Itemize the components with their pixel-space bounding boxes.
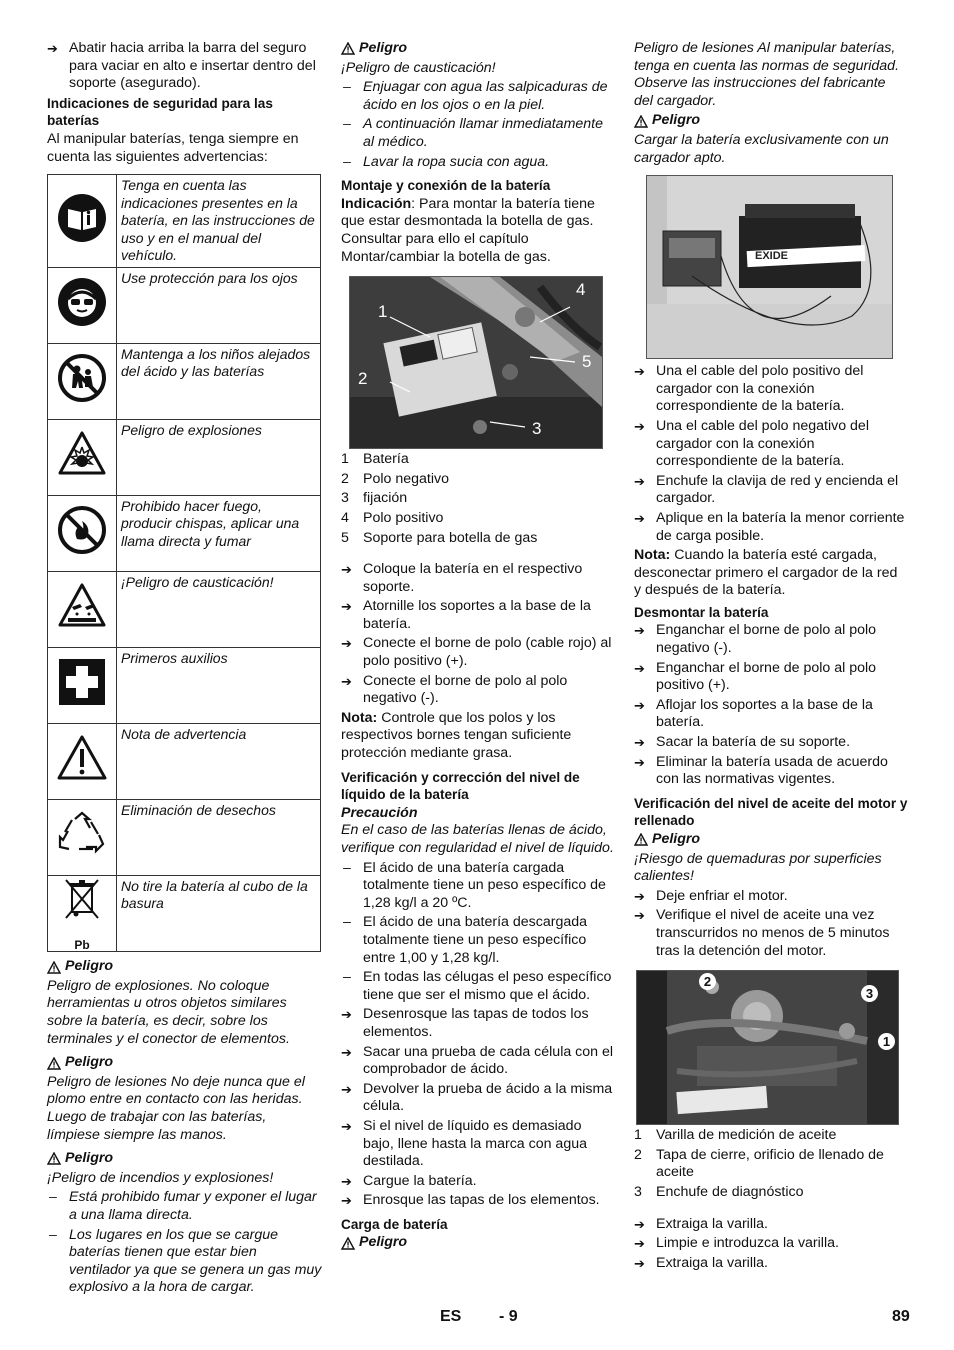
photo-label: 1 [878, 1033, 895, 1050]
list-item: – El ácido de una batería cargada totalmente tiene un peso específico de 1,28 kg/l a 20 ºC. [341, 860, 614, 913]
mount-note [341, 196, 614, 266]
safety-intro: Al manipular baterías, tenga siempre en cuenta las siguientes advertencias: [47, 130, 299, 165]
legend-item: 4 Polo positivo [341, 509, 444, 526]
corrosive-icon [48, 571, 117, 647]
danger-heading [634, 831, 908, 849]
note-label: Nota: [634, 547, 671, 564]
step: ➔ Limpie e introduzca la varilla. [634, 1235, 908, 1253]
list-item: – Lavar la ropa sucia con agua. [341, 154, 614, 172]
danger-title: Peligro [65, 1054, 114, 1071]
list-item: – En todas las célugas el peso específico tiene que ser el mismo que el ácido. [341, 969, 614, 1004]
danger-heading [634, 112, 908, 130]
danger-heading [47, 1150, 322, 1168]
legend-item: 3 fijación [341, 490, 408, 507]
note-label: Indicación [341, 195, 412, 212]
warning-triangle-icon [47, 1057, 61, 1070]
symbol-text: Primeros auxilios [117, 647, 321, 723]
symbol-text: ¡Peligro de causticación! [117, 571, 321, 647]
symbol-row [48, 175, 321, 268]
legend-item: 2 Polo negativo [341, 470, 449, 487]
step: ➔ Sacar una prueba de cada célula con el comprobador de ácido. [341, 1044, 614, 1079]
note-text: : Para montar la batería tiene que estar desmontada la botella de gas. Consultar para ello el capítulo Montar/cambiar la botella de gas. [341, 195, 595, 265]
danger-heading [47, 958, 322, 976]
photo-label: 3 [532, 419, 542, 439]
battery-photo [349, 276, 603, 449]
column-1 [47, 40, 322, 1299]
symbol-text: Tenga en cuenta las indicaciones presentes en la batería, en las instrucciones de uso y en el manual del vehículo. [117, 175, 321, 268]
caution-text: En el caso de las baterías llenas de ácido, verifique con regularidad el nivel de líquido. [341, 822, 614, 856]
danger-text: Peligro de lesiones No deje nunca que el plomo entre en contacto con las heridas. Luego de trabajar con las baterías, límpiese siempre las manos. [47, 1073, 305, 1143]
eye-protection-icon [48, 267, 117, 343]
section-heading: Verificación del nivel de aceite del motor y rellenado [634, 795, 908, 829]
legend-item: 2 Tapa de cierre, orificio de llenado de aceite [634, 1146, 884, 1181]
charger-photo [646, 175, 893, 359]
column-2 [341, 40, 614, 1254]
footer-language: ES [440, 1308, 462, 1325]
safety-heading: Indicaciones de seguridad para las baterías [47, 95, 273, 129]
step: ➔ Devolver la prueba de ácido a la misma célula. [341, 1081, 614, 1116]
section-heading: Carga de batería [341, 1216, 448, 1232]
symbol-row [48, 799, 321, 875]
danger-title: Peligro [359, 1234, 408, 1251]
legend-item: 3 Enchufe de diagnóstico [634, 1183, 804, 1200]
danger-text: Cargar la batería exclusivamente con un cargador apto. [634, 131, 889, 166]
step: ➔ Extraiga la varilla. [634, 1216, 908, 1234]
step: ➔ Eliminar la batería usada de acuerdo con las normativas vigentes. [634, 754, 908, 789]
charge-warning-text: Peligro de lesiones Al manipular baterías, tenga en cuenta las normas de seguridad. Observe las instrucciones del fabricante del cargador. [634, 40, 900, 109]
symbol-row [48, 267, 321, 343]
note-text: Cuando la batería esté cargada, desconectar primero el cargador de la red y después de la batería. [634, 547, 898, 599]
symbol-row [48, 723, 321, 799]
warning-triangle-icon [47, 961, 61, 974]
section-heading: Verificación y corrección del nivel de líquido de la batería [341, 769, 580, 803]
keep-children-away-icon [48, 343, 117, 419]
step: ➔ Conecte el borne de polo al polo negativo (-). [341, 673, 614, 708]
symbol-text: Nota de advertencia [117, 723, 321, 799]
photo-label: 2 [358, 369, 368, 389]
warning-triangle-icon [634, 115, 648, 128]
step: ➔ Atornille los soportes a la base de la batería. [341, 598, 614, 633]
grease-note [341, 710, 614, 763]
note-text: Controle que los polos y los respectivos bornes tengan suficiente protección mediante grasa. [341, 709, 572, 762]
note-label: Nota: [341, 709, 378, 726]
photo-label: 3 [861, 985, 878, 1002]
step: ➔ Una el cable del polo negativo del cargador con la conexión correspondiente de la batería. [634, 418, 908, 471]
symbol-text: Peligro de explosiones [117, 419, 321, 495]
warning-triangle-icon [341, 42, 355, 55]
no-fire-icon [48, 495, 117, 571]
recycling-icon [48, 799, 117, 875]
danger-title: Peligro [652, 112, 701, 129]
engine-photo [636, 970, 899, 1125]
step: ➔ Aplique en la batería la menor corriente de carga posible. [634, 510, 908, 545]
danger-text: Peligro de explosiones. No coloque herramientas u otros objetos similares sobre la batería, es decir, sobre los terminales y el conector de elementos. [47, 977, 290, 1047]
danger-text: ¡Riesgo de quemaduras por superficies calientes! [634, 850, 882, 885]
symbol-text: Mantenga a los niños alejados del ácido y las baterías [117, 343, 321, 419]
list-item: – A continuación llamar inmediatamente al médico. [341, 116, 614, 151]
battery-brand: EXIDE [755, 250, 789, 263]
step: ➔ Si el nivel de líquido es demasiado bajo, llene hasta la marca con agua destilada. [341, 1118, 614, 1171]
photo-label: 4 [576, 280, 586, 300]
danger-heading [47, 1054, 322, 1072]
photo-label: 5 [582, 352, 592, 372]
charge-note [634, 547, 908, 600]
step: ➔ Una el cable del polo positivo del cargador con la conexión correspondiente de la batería. [634, 363, 908, 416]
step: ➔ Enchufe la clavija de red y encienda el cargador. [634, 473, 908, 508]
safety-symbols-table [47, 174, 321, 952]
danger-heading [341, 40, 614, 58]
bin-label: Pb [74, 938, 90, 953]
legend-item: 5 Soporte para botella de gas [341, 529, 538, 546]
step: ➔ Sacar la batería de su soporte. [634, 734, 908, 752]
symbol-row [48, 647, 321, 723]
legend-item: 1 Batería [341, 451, 409, 468]
danger-text: ¡Peligro de causticación! [341, 59, 496, 76]
first-aid-icon [48, 647, 117, 723]
legend-item: 1 Varilla de medición de aceite [634, 1127, 837, 1144]
section-heading: Desmontar la batería [634, 604, 769, 620]
column-3 [634, 40, 908, 1274]
symbol-row [48, 419, 321, 495]
crossed-bin-icon [48, 875, 117, 952]
step: ➔ Enganchar el borne de polo al polo negativo (-). [634, 622, 908, 657]
step: ➔ Enganchar el borne de polo al polo positivo (+). [634, 660, 908, 695]
danger-title: Peligro [65, 958, 114, 975]
list-item: – Los lugares en los que se cargue baterías tienen que estar bien ventilador ya que se genera un gas muy explosivo a la hora de cargar. [47, 1227, 322, 1297]
step: ➔ Verifique el nivel de aceite una vez transcurridos no menos de 5 minutos tras la detención del motor. [634, 907, 908, 960]
warning-triangle-icon [634, 833, 648, 846]
list-item: – Está prohibido fumar y exponer el lugar a una llama directa. [47, 1189, 322, 1224]
danger-title: Peligro [652, 831, 701, 847]
symbol-row [48, 343, 321, 419]
warning-triangle-icon [47, 1152, 61, 1165]
symbol-row [48, 571, 321, 647]
symbol-text: Eliminación de desechos [117, 799, 321, 875]
list-item: – Enjuagar con agua las salpicaduras de ácido en los ojos o en la piel. [341, 79, 614, 114]
danger-title: Peligro [359, 40, 408, 56]
step: ➔ Deje enfriar el motor. [634, 888, 908, 906]
step: ➔ Aflojar los soportes a la base de la batería. [634, 697, 908, 732]
symbol-row [48, 875, 321, 952]
danger-text: ¡Peligro de incendios y explosiones! [47, 1169, 274, 1186]
caution-title: Precaución [341, 804, 418, 821]
danger-heading [341, 1234, 614, 1252]
symbol-text: No tire la batería al cubo de la basura [117, 875, 321, 952]
warning-triangle-icon [48, 723, 117, 799]
step: ➔ Desenrosque las tapas de todos los elementos. [341, 1006, 614, 1041]
symbol-text: Use protección para los ojos [117, 267, 321, 343]
explosion-hazard-icon [48, 419, 117, 495]
step: ➔ Cargue la batería. [341, 1173, 614, 1191]
section-heading: Montaje y conexión de la batería [341, 178, 551, 194]
manual-book-icon [48, 175, 117, 268]
symbol-row [48, 495, 321, 571]
footer-section-page: - 9 [499, 1308, 518, 1325]
step: ➔ Enrosque las tapas de los elementos. [341, 1192, 614, 1210]
symbol-text: Prohibido hacer fuego, producir chispas, aplicar una llama directa y fumar [117, 495, 321, 571]
warning-triangle-icon [341, 1237, 355, 1250]
page-number: 89 [892, 1308, 910, 1325]
danger-title: Peligro [65, 1150, 114, 1167]
step: ➔ Conecte el borne de polo (cable rojo) al polo positivo (+). [341, 635, 614, 670]
step: ➔ Coloque la batería en el respectivo soporte. [341, 561, 614, 596]
photo-label: 2 [699, 973, 716, 990]
intro-step: ➔ Abatir hacia arriba la barra del seguro para vaciar en alto e insertar dentro del soporte (asegurado). [47, 40, 322, 93]
list-item: – El ácido de una batería descargada totalmente tiene un peso específico entre 1,00 y 1,28 kg/l. [341, 914, 614, 967]
step: ➔ Extraiga la varilla. [634, 1255, 908, 1273]
photo-label: 1 [378, 302, 388, 322]
